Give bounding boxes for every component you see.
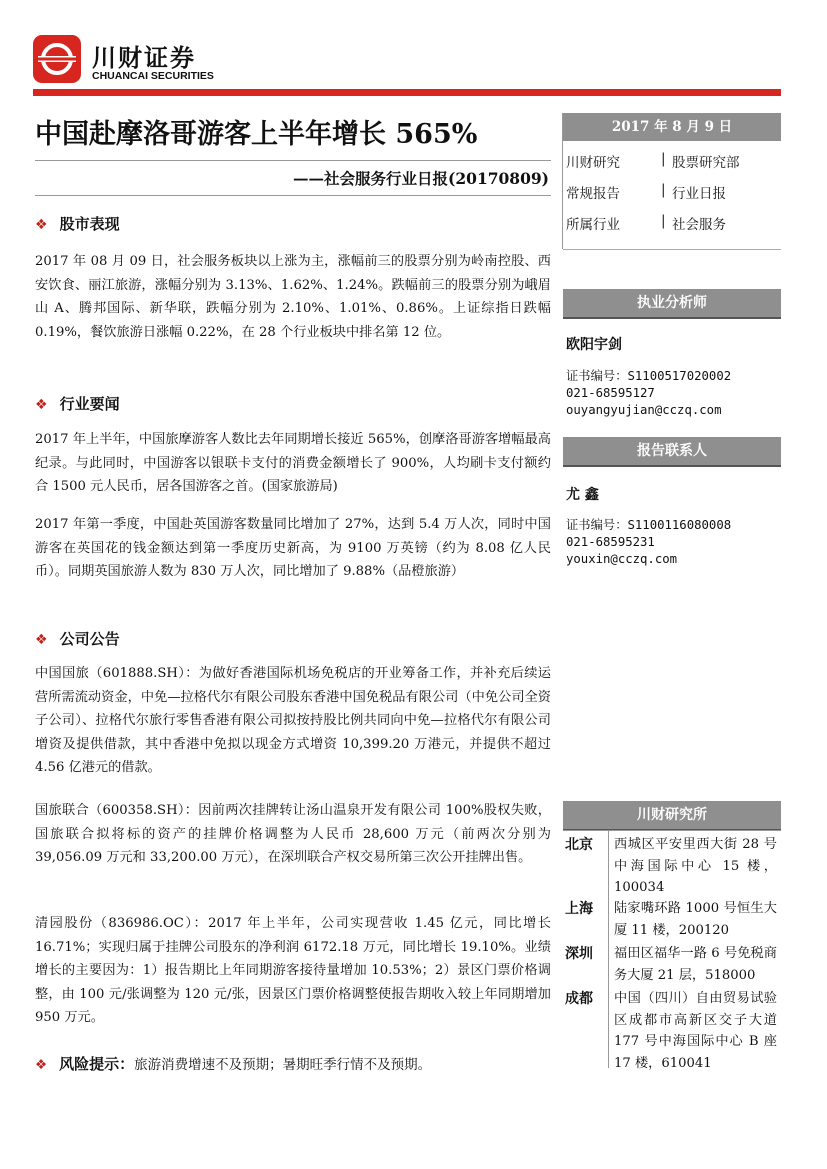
risk-label: 风险提示： (59, 1055, 135, 1073)
office-city: 北京 (565, 837, 593, 853)
office-city: 深圳 (565, 946, 593, 962)
office-divider (608, 830, 609, 1068)
office-rule (563, 830, 781, 831)
info-row: 所属行业 | 社会服务 (566, 213, 726, 233)
diamond-bullet-icon: ❖ (35, 397, 48, 413)
section-heading-market: ❖ 股市表现 (35, 215, 120, 233)
office-address: 福田区福华一路 6 号免税商务大厦 21 层，518000 (614, 946, 777, 983)
risk-warning (35, 1053, 431, 1074)
institute-heading: 川财研究所 (563, 801, 781, 831)
paragraph: 2017 年第一季度，中国赴英国游客数量同比增加了 27%，达到 5.4 万人次，同时中国游客在英国花的钱金额达到第一季度历史新高，为 9100 万英镑（约为 8.08 亿人民币）。同期英国旅游人数为 830 万人次，同比增加了 9.88%（品橙旅游） (35, 517, 551, 579)
contact-name: 尤 鑫 (566, 487, 599, 503)
info-row: 常规报告 | 行业日报 (566, 182, 726, 202)
office-address: 陆家嘴环路 1000 号恒生大厦 11 楼，200120 (614, 901, 777, 938)
office-address: 西城区平安里西大街 28 号中海国际中心 15 楼，100034 (614, 837, 777, 895)
section-heading-news: ❖ 行业要闻 (35, 395, 120, 413)
paragraph: 清园股份（836986.OC）：2017 年上半年，公司实现营收 1.45 亿元，同比增长 16.71%；实现归属于挂牌公司股东的净利润 6172.18 万元，同比增长 19.10%。业绩增长的主要因为：1）报告期比上年同期游客接待量增加 10.53%；2）景区门票价格调整，由 100 元/张调整为 120 元/张，因景区门票价格调整使报告期收入较上年同期增加 950 万元。 (35, 916, 551, 1025)
section-heading-announcements: ❖ 公司公告 (35, 630, 120, 648)
analyst-heading: 执业分析师 (563, 289, 781, 319)
paragraph: 国旅联合（600358.SH）：因前两次挂牌转让汤山温泉开发有限公司 100%股权失败，国旅联合拟将标的资产的挂牌价格调整为人民币 28,600 万元（前两次分别为 39,056.09 万元和 33,200.00 万元），在深圳联合产权交易所第三次公开挂牌出售。 (35, 803, 551, 865)
info-row: 川财研究 | 股票研究部 (566, 151, 740, 171)
contact-phone: 021-68595231 (566, 535, 655, 549)
brand-name-cn: 川财证券 (92, 44, 196, 72)
analyst-cert: 证书编号：S1100517020002 (566, 369, 732, 383)
analyst-phone: 021-68595127 (566, 386, 655, 400)
office-city: 上海 (565, 901, 593, 917)
contact-email[interactable]: youxin@cczq.com (566, 552, 678, 566)
brand-name-en: CHUANCAI SECURITIES (92, 70, 214, 82)
diamond-bullet-icon: ❖ (35, 1057, 48, 1073)
subtitle-rule (35, 195, 551, 196)
contact-heading: 报告联系人 (563, 437, 781, 467)
title-rule (35, 160, 551, 161)
sidebar-rule (563, 249, 781, 250)
contact-cert: 证书编号：S1100116080008 (566, 518, 732, 532)
paragraph: 中国国旅（601888.SH）：为做好香港国际机场免税店的开业筹备工作，并补充后续运营所需流动资金，中免—拉格代尔有限公司股东香港中国免税品有限公司（中免公司全资子公司）、拉格代尔旅行零售香港有限公司拟按持股比例共同向中免—拉格代尔有限公司增资及提供借款，其中香港中免拟以现金方式增资 10,399.20 万港元，并提供不超过 4.56 亿港元的借款。 (35, 666, 551, 775)
header-divider (33, 89, 781, 96)
paragraph: 2017 年上半年，中国旅摩游客人数比去年同期增长接近 565%，创摩洛哥游客增幅最高纪录。与此同时，中国游客以银联卡支付的消费金额增长了 900%，人均刷卡支付额约合 1500 元人民币，居各国游客之首。(国家旅游局) (35, 432, 551, 494)
company-logo (33, 35, 81, 83)
report-title: 中国赴摩洛哥游客上半年增长 565% (35, 119, 478, 150)
office-city: 成都 (565, 991, 593, 1007)
report-date: 2017 年 8 月 9 日 (563, 113, 781, 141)
analyst-email[interactable]: ouyangyujian@cczq.com (566, 403, 722, 417)
paragraph: 2017 年 08 月 09 日，社会服务板块以上涨为主，涨幅前三的股票分别为岭南控股、西安饮食、丽江旅游，涨幅分别为 3.13%、1.62%、1.24%。跌幅前三的股票分别为峨眉山 A、腾邦国际、新华联，跌幅分别为 2.10%、1.01%、0.86%。上证综指日跌幅 0.19%，餐饮旅游日涨幅 0.22%，在 28 个行业板块中排名第 12 位。 (35, 254, 551, 340)
diamond-bullet-icon: ❖ (35, 217, 48, 233)
report-subtitle: ——社会服务行业日报(20170809) (293, 169, 549, 188)
analyst-name: 欧阳宇剑 (566, 337, 622, 353)
office-address: 中国（四川）自由贸易试验区成都市高新区交子大道 177 号中海国际中心 B 座 17 楼，610041 (614, 991, 777, 1071)
risk-text: 旅游消费增速不及预期；暑期旺季行情不及预期。 (134, 1057, 432, 1073)
diamond-bullet-icon: ❖ (35, 632, 48, 648)
